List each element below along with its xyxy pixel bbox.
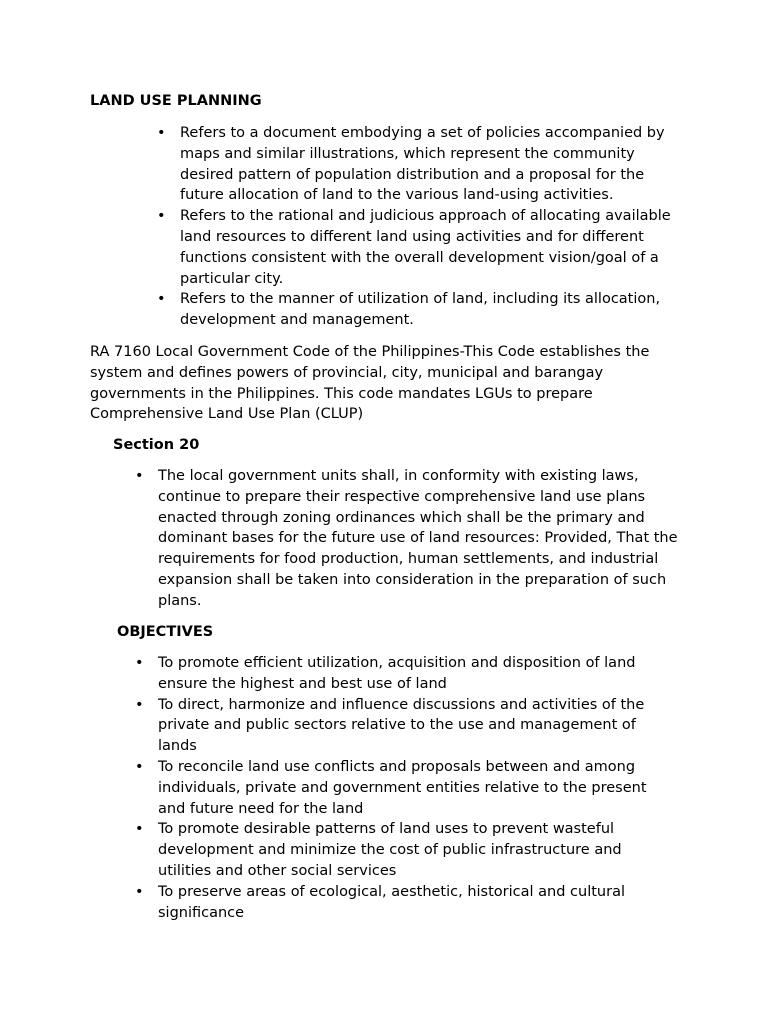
- list-item-text: The local government units shall, in conformity with existing laws, continue to prepare their respective comprehensive land use plans enacted through zoning ordinances which shall be the primary and dominant bases for the future use of land resources: Provided, That the requirements for food production, human settlements, and industrial expansion shall be taken into consideration in the preparation of such plans.: [158, 468, 678, 609]
- ra-7160-paragraph: RA 7160 Local Government Code of the Philippines-This Code establishes the system and defines powers of provincial, city, municipal and barangay governments in the Philippines. This code mandates LGUs to prepare Comprehensive Land Use Plan (CLUP): [90, 344, 650, 423]
- bullet-icon: •: [135, 883, 144, 900]
- list-item-text: To direct, harmonize and influence discussions and activities of the private and public sectors relative to the use and management of lands: [158, 696, 645, 755]
- list-item: [157, 206, 690, 289]
- list-item-text: To promote desirable patterns of land uses to prevent wasteful development and minimize the cost of public infrastructure and utilities and other social services: [158, 821, 622, 879]
- bullet-icon: •: [157, 125, 166, 141]
- bullet-icon: •: [157, 291, 166, 308]
- bullet-icon: •: [135, 468, 144, 484]
- definition-list: [157, 123, 690, 331]
- list-item-text: Refers to the rational and judicious approach of allocating available land resources to different land using activities and for different functions consistent with the overall development vision/goal of a particular city.: [180, 208, 671, 287]
- bullet-icon: •: [135, 821, 144, 838]
- list-item: [135, 819, 678, 881]
- list-item: [157, 123, 690, 206]
- bullet-icon: •: [157, 208, 166, 225]
- list-item: [135, 653, 678, 695]
- list-item: [135, 466, 678, 612]
- list-item: [157, 289, 690, 331]
- list-item-text: Refers to a document embodying a set of policies accompanied by maps and similar illustrations, which represent the community desired pattern of population distribution and a proposal for the future allocation of land to the various land-using activities.: [180, 125, 665, 204]
- objectives-heading: OBJECTIVES: [117, 624, 214, 640]
- list-item-text: To promote efficient utilization, acquisition and disposition of land ensure the highest and best use of land: [158, 655, 636, 692]
- bullet-icon: •: [135, 655, 144, 671]
- bullet-icon: •: [135, 758, 144, 775]
- objectives-list: [135, 653, 678, 923]
- list-item-text: To reconcile land use conflicts and proposals between and among individuals, private and government entities relative to the present and future need for the land: [158, 758, 647, 817]
- list-item: [135, 882, 678, 924]
- list-item-text: Refers to the manner of utilization of land, including its allocation, development and management.: [180, 291, 661, 329]
- list-item: [135, 757, 678, 819]
- list-item: [135, 695, 678, 757]
- list-item-text: To preserve areas of ecological, aesthetic, historical and cultural significance: [158, 883, 625, 921]
- section-20-list: [135, 466, 678, 612]
- section-20-heading: Section 20: [113, 437, 200, 453]
- page-title: LAND USE PLANNING: [90, 93, 262, 109]
- bullet-icon: •: [135, 696, 144, 713]
